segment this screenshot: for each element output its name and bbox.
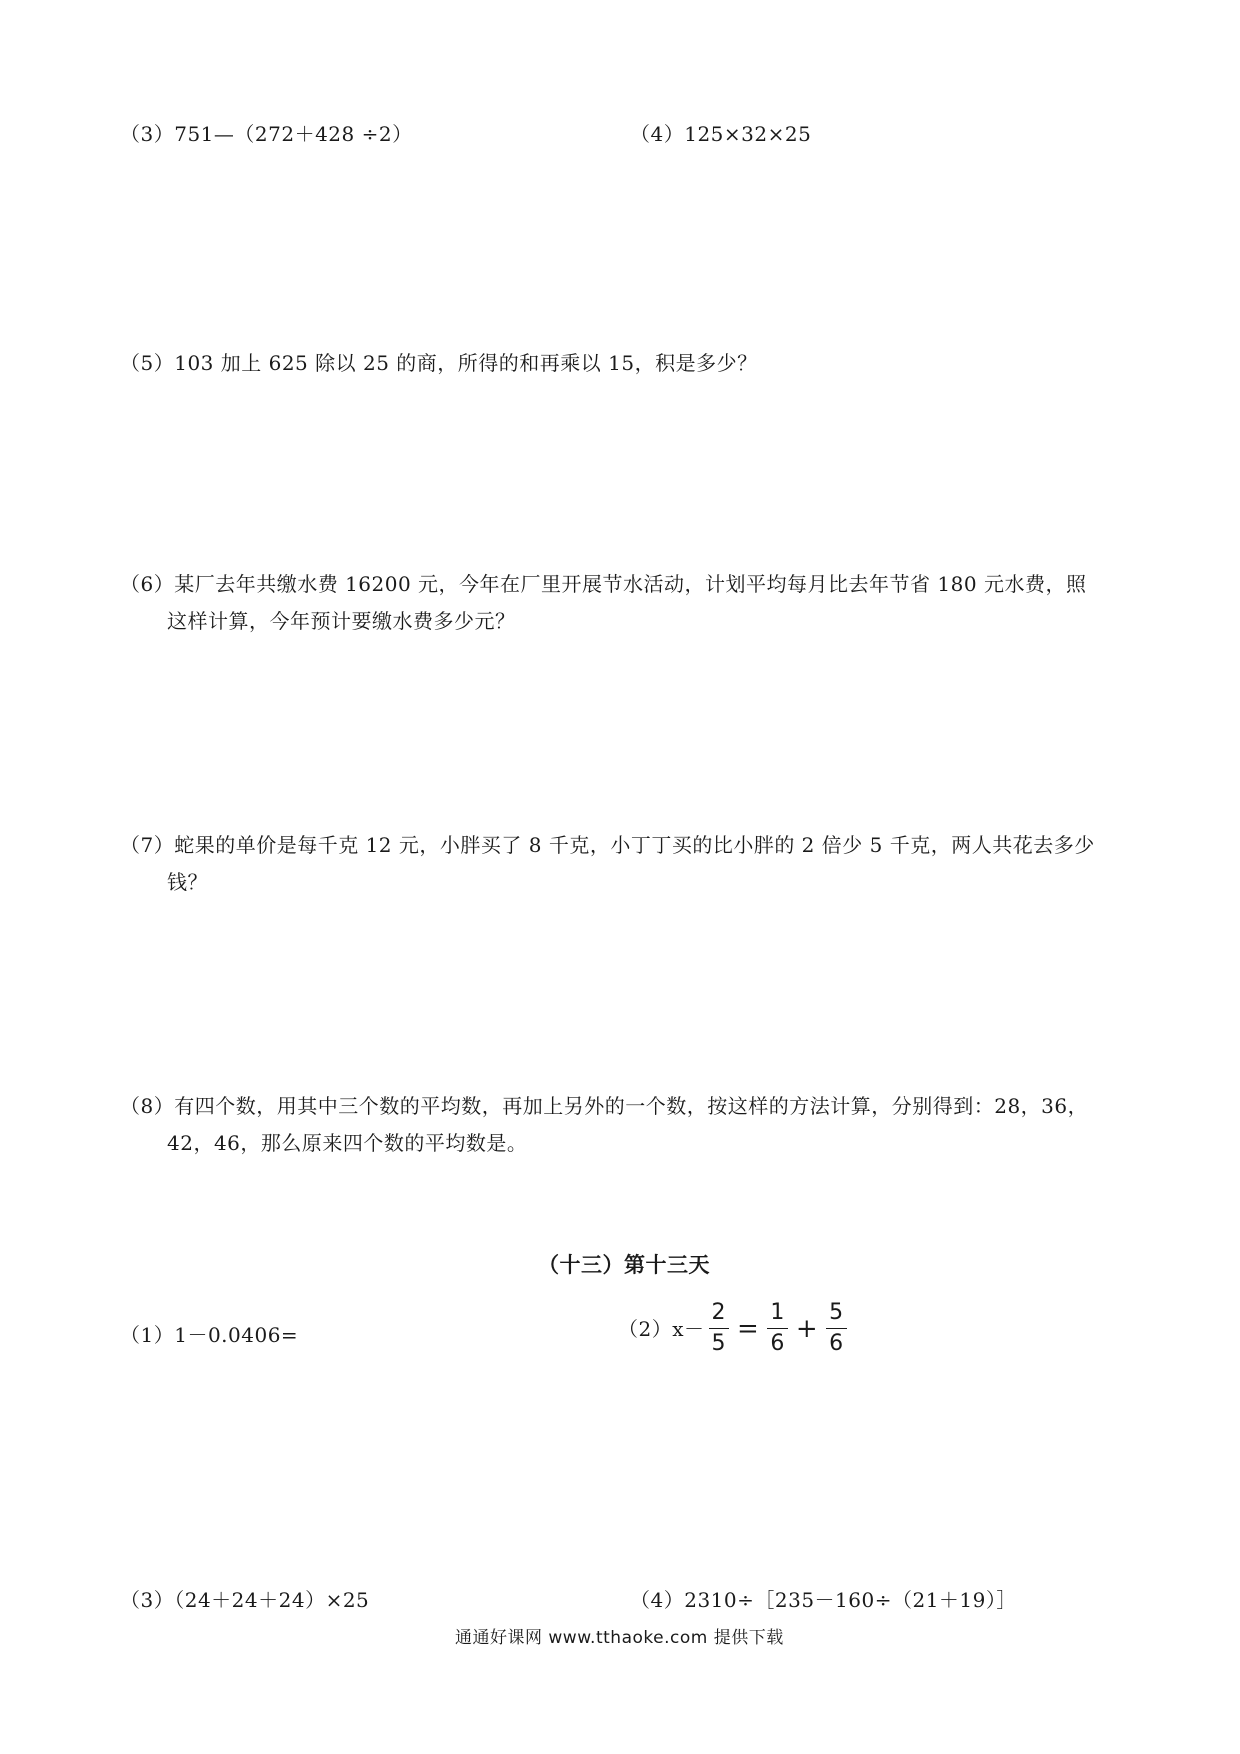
day13-problem-3: （3）（24＋24＋24）×25 (120, 1588, 370, 1612)
equals-sign: = (737, 1313, 760, 1344)
day13-problem-2 (618, 1300, 851, 1357)
problem-5: （5）103 加上 625 除以 25 的商，所得的和再乘以 15，积是多少？ (120, 351, 758, 375)
day13-problem-4: （4）2310÷［235－160÷（21＋19）］ (630, 1588, 1017, 1612)
denominator: 6 (767, 1328, 788, 1357)
denominator: 5 (709, 1328, 730, 1357)
problem-7-line-2: 钱？ (167, 870, 208, 894)
plus-sign: + (795, 1313, 819, 1344)
denominator: 6 (826, 1328, 847, 1357)
problem-6-line-1: （6）某厂去年共缴水费 16200 元，今年在厂里开展节水活动，计划平均每月比去年节省 180 元水费，照 (120, 572, 1087, 596)
fraction-5-6 (826, 1300, 847, 1357)
equation-prefix: （2）x－ (618, 1316, 705, 1341)
numerator: 5 (829, 1300, 844, 1325)
fraction-1-6 (767, 1300, 788, 1357)
problem-8-line-1: （8）有四个数，用其中三个数的平均数，再加上另外的一个数，按这样的方法计算，分别得到：28，36， (120, 1094, 1089, 1118)
problem-4: （4）125×32×25 (630, 122, 812, 146)
day13-problem-1: （1）1－0.0406= (120, 1323, 299, 1347)
footer-credit: 通通好课网 www.tthaoke.com 提供下载 (455, 1628, 784, 1648)
section-title: （十三）第十三天 (538, 1252, 710, 1277)
problem-6-line-2: 这样计算，今年预计要缴水费多少元？ (167, 609, 516, 633)
problem-3: （3）751—（272＋428 ÷2） (120, 122, 413, 146)
numerator: 2 (711, 1300, 727, 1325)
problem-7-line-1: （7）蛇果的单价是每千克 12 元，小胖买了 8 千克，小丁丁买的比小胖的 2 倍少 5 千克，两人共花去多少 (120, 833, 1095, 857)
numerator: 1 (770, 1300, 785, 1325)
fraction-2-5 (709, 1300, 730, 1357)
problem-8-line-2: 42，46，那么原来四个数的平均数是。 (167, 1131, 528, 1155)
